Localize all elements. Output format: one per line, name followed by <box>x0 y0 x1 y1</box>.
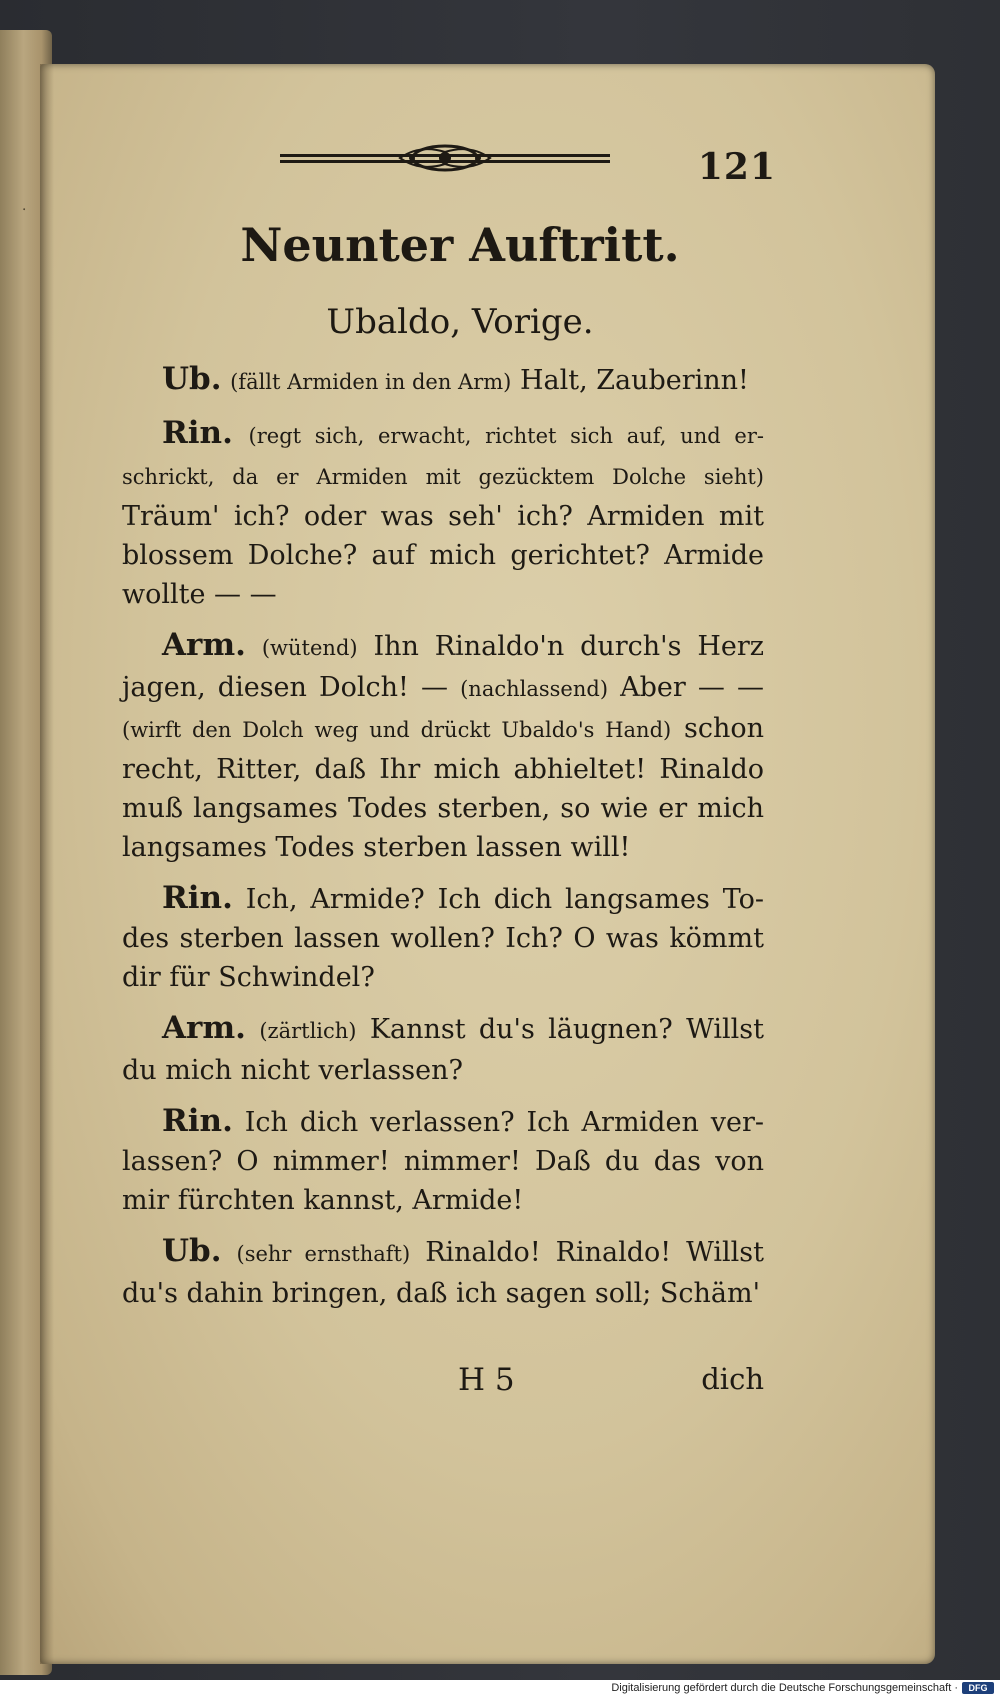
dialogue-paragraph <box>122 626 764 867</box>
spoken-text: schon recht, Ritter, daß Ihr mich abhieltet! Rinaldo muß langsames Todes sterben, so wie er mich langsames Todes sterben lassen will! <box>122 713 764 863</box>
spoken-text: Aber — — <box>620 672 764 703</box>
page-gutter-shadow <box>40 64 54 1664</box>
spoken-text: Ich dich verlassen? Ich Armiden verlassen? O nimmer! nimmer! Daß du das von mir fürchten kannst, Armide! <box>122 1107 764 1216</box>
stage-direction: (nachlassend) <box>460 677 609 701</box>
dialogue-paragraph <box>122 1102 764 1220</box>
scene-title: Neunter Auftritt. <box>240 218 680 272</box>
stage-direction: (wirft den Dolch weg und drückt Ubaldo's Hand) <box>122 718 672 742</box>
catchword: dich <box>701 1362 764 1396</box>
ornament-icon <box>280 142 610 176</box>
stage-direction: (sehr ernsthaft) <box>236 1242 411 1266</box>
speaker-name: Ub. <box>162 361 222 397</box>
spoken-text: Rinaldo! Rinaldo! Willst du's dahin bringen, daß ich sagen soll; Schäm' <box>122 1237 764 1309</box>
spoken-text: Träum' ich? oder was seh' ich? Armiden mit blossem Dolche? auf mich gerichtet? Armide wollte — — <box>122 501 764 610</box>
speaker-name: Rin. <box>162 1103 233 1139</box>
spoken-text: Halt, Zauberinn! <box>519 365 749 396</box>
stage-direction: (wütend) <box>261 636 358 660</box>
dfg-logo-icon: DFG <box>962 1682 994 1694</box>
speaker-name: Rin. <box>162 880 233 916</box>
dialogue-paragraph <box>122 879 764 997</box>
spoken-text: Kannst du's läugnen? Willst du mich nicht verlassen? <box>122 1014 764 1086</box>
speaker-name: Arm. <box>162 627 246 663</box>
dialogue-paragraph <box>122 360 764 402</box>
stage-direction: (fällt Armiden in den Arm) <box>230 370 512 394</box>
dialogue-paragraph <box>122 1009 764 1090</box>
spoken-text: Ihn Rinaldo'n durch's Herz jagen, diesen Dolch! — <box>122 631 764 703</box>
dialogue-body <box>122 360 764 1325</box>
dialogue-paragraph <box>122 1232 764 1313</box>
stage-direction: (zärtlich) <box>259 1019 357 1043</box>
prev-page-fragment: · <box>21 201 27 219</box>
signature-mark: H 5 <box>458 1362 515 1398</box>
scene-characters: Ubaldo, Vorige. <box>326 302 594 342</box>
speaker-name: Arm. <box>162 1010 246 1046</box>
page-number: 121 <box>697 146 776 188</box>
speaker-name: Rin. <box>162 415 233 451</box>
funding-credit: Digitalisierung gefördert durch die Deutsche Forschungsgemeinschaft · <box>611 1682 958 1694</box>
dialogue-paragraph <box>122 414 764 614</box>
stage-direction: (regt sich, erwacht, richtet sich auf, und erschrickt, da er Armiden mit gezücktem Dolche sieht) <box>122 424 764 489</box>
speaker-name: Ub. <box>162 1233 222 1269</box>
spoken-text: Ich, Armide? Ich dich langsames Todes sterben lassen wollen? Ich? O was kömmt dir für Schwindel? <box>122 884 764 993</box>
